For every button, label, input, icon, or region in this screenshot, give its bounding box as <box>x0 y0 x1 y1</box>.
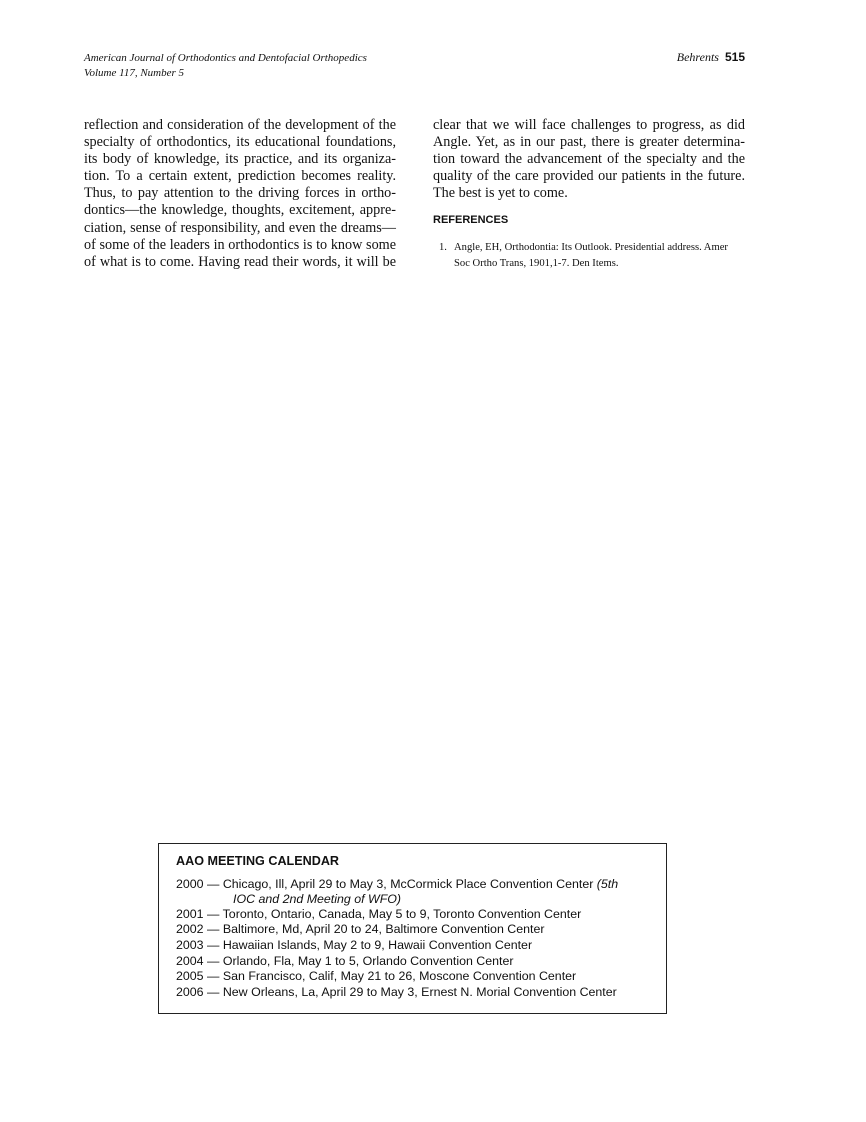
body-line: of what is to come. Having read their words, it will be <box>84 254 396 270</box>
calendar-entry: 2003 — Hawaiian Islands, May 2 to 9, Hawaii Convention Center <box>176 938 533 952</box>
body-line: of some of the leaders in orthodontics is to know some <box>84 237 396 253</box>
volume-number: Volume 117, Number 5 <box>84 67 185 79</box>
page-number: 515 <box>724 50 745 64</box>
body-line: dontics—the knowledge, thoughts, excitement, appre- <box>84 202 396 218</box>
reference-number: 1. <box>439 242 447 253</box>
calendar-entry-note: IOC and 2nd Meeting of WFO) <box>233 892 402 906</box>
body-line: ciation, sense of responsibility, and even the dreams— <box>84 220 396 236</box>
body-line: tion. To a certain extent, prediction becomes reality. <box>84 168 396 184</box>
author-name: Behrents <box>676 50 719 64</box>
body-line: Angle. Yet, as in our past, there is greater determina- <box>433 134 745 150</box>
calendar-title: AAO MEETING CALENDAR <box>176 854 340 868</box>
meeting-calendar-box <box>158 843 667 1014</box>
journal-title: American Journal of Orthodontics and Dentofacial Orthopedics <box>84 52 367 64</box>
body-line: its body of knowledge, its practice, and its organiza- <box>84 151 396 167</box>
calendar-entry-note: (5th <box>596 877 619 891</box>
references-heading: REFERENCES <box>433 214 509 226</box>
calendar-entry-text: 2000 — Chicago, Ill, April 29 to May 3, McCormick Place Convention Center <box>176 877 597 891</box>
body-line: quality of the care provided our patients in the future. <box>433 168 745 184</box>
body-line: Thus, to pay attention to the driving forces in ortho- <box>84 185 396 201</box>
calendar-entry: 2004 — Orlando, Fla, May 1 to 5, Orlando Convention Center <box>176 954 514 968</box>
body-line: tion toward the advancement of the specialty and the <box>433 151 745 167</box>
calendar-entry: 2002 — Baltimore, Md, April 20 to 24, Baltimore Convention Center <box>176 922 545 936</box>
calendar-entry: 2006 — New Orleans, La, April 29 to May 3, Ernest N. Morial Convention Center <box>176 985 617 999</box>
page-header-right <box>677 49 745 65</box>
calendar-entry <box>176 877 618 893</box>
reference-text: Soc Ortho Trans, 1901,1-7. Den Items. <box>454 258 619 269</box>
body-line: clear that we will face challenges to progress, as did <box>433 117 745 133</box>
body-line: The best is yet to come. <box>433 185 568 201</box>
reference-text: Angle, EH, Orthodontia: Its Outlook. Presidential address. Amer <box>454 242 728 253</box>
calendar-entry: 2005 — San Francisco, Calif, May 21 to 26, Moscone Convention Center <box>176 969 577 983</box>
body-line: reflection and consideration of the development of the <box>84 117 396 133</box>
body-line: specialty of orthodontics, its educational foundations, <box>84 134 396 150</box>
calendar-entry: 2001 — Toronto, Ontario, Canada, May 5 to 9, Toronto Convention Center <box>176 907 582 921</box>
